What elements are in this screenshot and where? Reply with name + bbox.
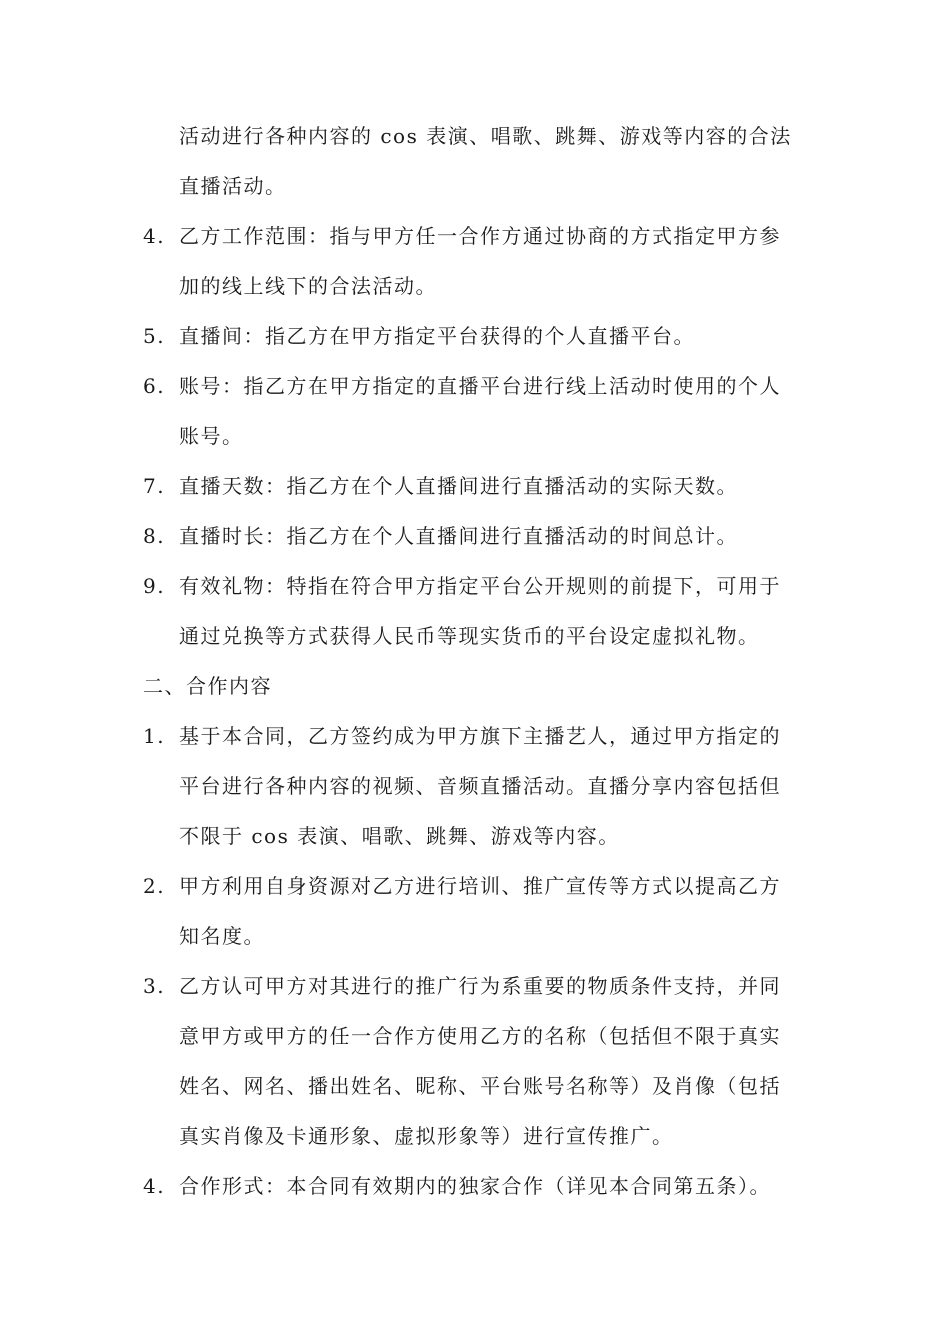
item-text: 直播天数：指乙方在个人直播间进行直播活动的实际天数。 bbox=[179, 474, 738, 498]
cooperation-item-3 bbox=[143, 961, 813, 1161]
definition-item-7 bbox=[143, 461, 813, 511]
item-text: 直播间：指乙方在甲方指定平台获得的个人直播平台。 bbox=[179, 324, 695, 348]
item-text: 乙方认可甲方对其进行的推广行为系重要的物质条件支持，并同 意甲方或甲方的任一合作方使用乙方的名称（包括但不限于真实 姓名、网名、播出姓名、昵称、平台账号名称等）及肖像（包括 真实肖像及卡通形象、虚拟形象等）进行宣传推广。 bbox=[179, 974, 781, 1148]
item-text: 基于本合同，乙方签约成为甲方旗下主播艺人，通过甲方指定的 平台进行各种内容的视频、音频直播活动。直播分享内容包括但 不限于 cos 表演、唱歌、跳舞、游戏等内容。 bbox=[179, 724, 781, 848]
definition-item-5 bbox=[143, 311, 813, 361]
item-text: 甲方利用自身资源对乙方进行培训、推广宣传等方式以提高乙方 知名度。 bbox=[179, 874, 781, 948]
item-text: 乙方工作范围：指与甲方任一合作方通过协商的方式指定甲方参 加的线上线下的合法活动。 bbox=[179, 224, 781, 298]
item-text: 账号：指乙方在甲方指定的直播平台进行线上活动时使用的个人 账号。 bbox=[179, 374, 781, 448]
item-number: 7. bbox=[143, 474, 166, 498]
continued-paragraph bbox=[143, 111, 813, 211]
item-number: 4. bbox=[143, 224, 166, 248]
item-text: 合作形式：本合同有效期内的独家合作（详见本合同第五条）。 bbox=[179, 1174, 771, 1198]
item-number: 6. bbox=[143, 374, 166, 398]
item-number: 9. bbox=[143, 574, 166, 598]
definition-item-6 bbox=[143, 361, 813, 461]
definition-item-9 bbox=[143, 561, 813, 661]
contract-body bbox=[143, 111, 813, 1211]
cooperation-item-4 bbox=[143, 1161, 813, 1211]
item-number: 8. bbox=[143, 524, 166, 548]
item-text: 直播时长：指乙方在个人直播间进行直播活动的时间总计。 bbox=[179, 524, 738, 548]
cooperation-item-1 bbox=[143, 711, 813, 861]
item-text: 有效礼物：特指在符合甲方指定平台公开规则的前提下，可用于 通过兑换等方式获得人民币等现实货币的平台设定虚拟礼物。 bbox=[179, 574, 781, 648]
cooperation-item-2 bbox=[143, 861, 813, 961]
item-number: 5. bbox=[143, 324, 166, 348]
definition-item-8 bbox=[143, 511, 813, 561]
continued-paragraph-text: 活动进行各种内容的 cos 表演、唱歌、跳舞、游戏等内容的合法 直播活动。 bbox=[179, 124, 792, 198]
section-heading: 二、合作内容 bbox=[143, 674, 272, 698]
definition-item-4 bbox=[143, 211, 813, 311]
item-number: 2. bbox=[143, 874, 166, 898]
item-number: 3. bbox=[143, 974, 166, 998]
item-number: 4. bbox=[143, 1174, 166, 1198]
item-number: 1. bbox=[143, 724, 166, 748]
